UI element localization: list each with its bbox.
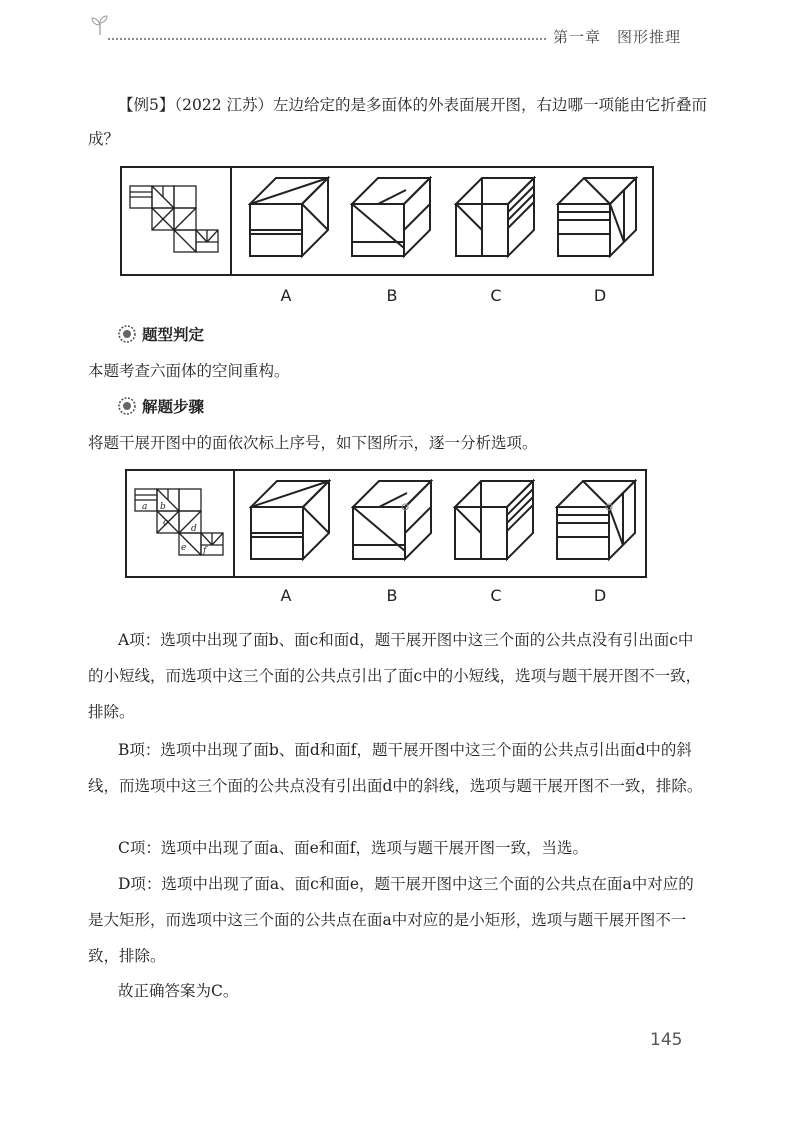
analysis-d: D项：选项中出现了面a、面c和面e，题干展开图中这三个面的公共点在面a中对应的是大矩形，而选项中这三个面的公共点在面a中对应的是小矩形，选项与题干展开图不一致，排除。 [88,875,694,965]
header-rule [108,38,546,40]
answer-text: 故正确答案为C。 [118,982,239,1000]
face-label-f: f [203,546,207,556]
figure1-label-c: C [490,286,502,305]
question-text: 【例5】（2022 江苏）左边给定的是多面体的外表面展开图，右边哪一项能由它折叠而成？ [88,96,707,148]
face-label-a: a [142,502,148,512]
face-label-c: c [163,518,169,528]
figure1-label-d: D [593,286,607,305]
figure2-label-b: B [386,586,398,605]
figure2-label-c: C [490,586,502,605]
analysis-a: A项：选项中出现了面b、面c和面d，题干展开图中这三个面的公共点没有引出面c中的小短线，而选项中这三个面的公共点引出了面c中的小短线，选项与题干展开图不一致，排除。 [88,631,702,721]
page-header [0,0,800,60]
labeled-net [133,487,233,562]
face-label-d: d [191,524,197,534]
solution-figure [125,469,647,578]
figure-divider [230,166,232,276]
cube-solution-a [249,479,339,569]
analysis-c: C项：选项中出现了面a、面e和面f，选项与题干展开图一致，当选。 [118,839,589,857]
cube-option-c [454,176,544,266]
section-steps-heading [118,395,204,417]
figure1-label-b: B [386,286,398,305]
section-bullet-icon [118,397,136,415]
section-steps-title: 解题步骤 [142,398,205,416]
cube-solution-b [351,479,441,569]
cube-solution-c [453,479,543,569]
analysis-b: B项：选项中出现了面b、面d和面f，题干展开图中这三个面的公共点引出面d中的斜线，而选项中这三个面的公共点没有引出面d中的斜线，选项与题干展开图不一致，排除。 [88,741,703,795]
cube-option-d [556,176,646,266]
question-figure [120,166,654,276]
judge-text: 本题考查六面体的空间重构。 [88,362,290,380]
page-number: 145 [650,1030,683,1050]
figure1-label-a: A [280,286,292,305]
cube-option-b [350,176,440,266]
cube-solution-d [555,479,645,569]
chapter-title: 第一章 图形推理 [553,28,682,46]
section-judge-heading [118,323,204,345]
cube-option-a [248,176,338,266]
figure2-label-d: D [593,586,607,605]
figure2-label-a: A [280,586,292,605]
sprout-icon [88,14,112,36]
steps-text: 将题干展开图中的面依次标上序号，如下图所示，逐一分析选项。 [88,434,538,452]
section-judge-title: 题型判定 [142,326,205,344]
unfolded-net [128,184,228,259]
face-label-e: e [181,543,187,553]
section-bullet-icon [118,325,136,343]
figure-divider [233,469,235,578]
face-label-b: b [160,502,166,512]
